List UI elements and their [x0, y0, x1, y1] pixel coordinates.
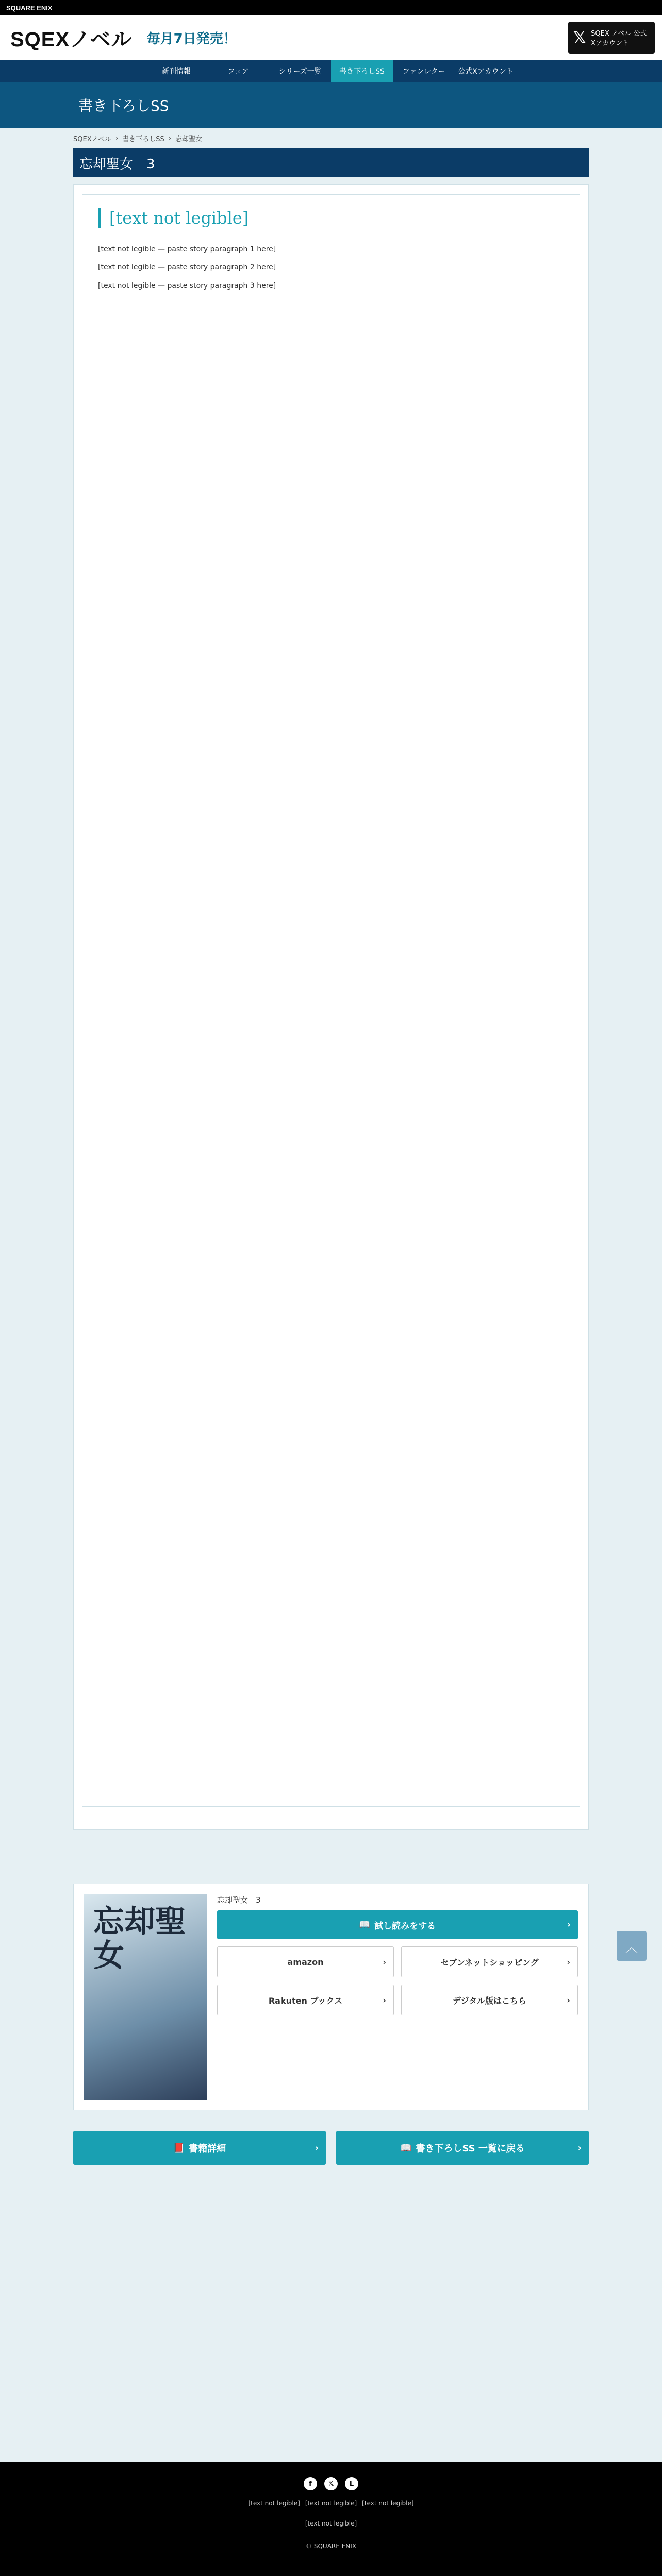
footer-link[interactable]: [text not legible] [305, 2500, 357, 2507]
shop-7net-button[interactable] [401, 1946, 578, 1977]
shop-rakuten-button[interactable] [217, 1985, 394, 2015]
breadcrumb: SQEXノベル › 書き下ろしSS › 忘却聖女 [73, 134, 203, 143]
nav-fair[interactable]: フェア [227, 67, 249, 76]
facebook-icon[interactable]: f [304, 2477, 317, 2490]
shop-amazon-button[interactable] [217, 1946, 394, 1977]
purchase-book-title: 忘却聖女 3 [217, 1895, 261, 1905]
story-text-placeholder-space [98, 297, 564, 1791]
x-badge-label: SQEX ノベル 公式Xアカウント [591, 30, 647, 47]
chevron-right-icon: › [383, 1995, 386, 2005]
shop-links [217, 1946, 578, 2015]
back-to-list-button[interactable] [336, 2131, 589, 2165]
purchase-options [217, 1894, 578, 2099]
chevron-right-icon: › [383, 1957, 386, 1967]
footer-link[interactable]: [text not legible] [248, 2500, 300, 2507]
x-account-badge[interactable] [568, 22, 655, 54]
back-to-list-label: 書き下ろしSS 一覧に戻る [416, 2143, 525, 2155]
story-paragraph: [text not legible — paste story paragraph 2 here] [98, 263, 276, 272]
nav-fanletter[interactable]: ファンレター [402, 67, 445, 76]
chevron-up-icon: ︿ [625, 1940, 638, 1955]
x-icon: 𝕏 [573, 28, 586, 47]
page-title: 書き下ろしSS [78, 97, 169, 114]
bottom-buttons [73, 2131, 589, 2165]
chevron-right-icon: › [577, 2142, 582, 2154]
shop-label: amazon [287, 1957, 324, 1967]
purchase-panel [73, 1884, 589, 2110]
chevron-right-icon: › [315, 2142, 319, 2154]
page-top-button[interactable] [617, 1931, 647, 1961]
footer-note: [text not legible] [305, 2520, 357, 2527]
chevron-right-icon: › [567, 1995, 570, 2005]
chevron-right-icon: › [567, 1920, 571, 1930]
nav-ss[interactable]: 書き下ろしSS [331, 60, 393, 82]
site-logo[interactable]: SQEXノベル [10, 28, 133, 51]
cover-title: 忘却聖女 [93, 1904, 186, 1974]
line-icon[interactable]: L [345, 2477, 358, 2490]
footer-link[interactable]: [text not legible] [362, 2500, 414, 2507]
nav-new-releases[interactable]: 新刊情報 [162, 67, 191, 76]
story-frame [73, 184, 589, 1830]
book-icon: 📕 [173, 2142, 185, 2154]
story-title: 忘却聖女 3 [73, 148, 589, 177]
trial-read-button[interactable] [217, 1910, 578, 1939]
breadcrumb-ss[interactable]: 書き下ろしSS [122, 135, 164, 143]
release-tagline: 毎月7日発売！ [146, 31, 237, 47]
brand-header [0, 15, 662, 60]
footer-copyright: © SQUARE ENIX [306, 2542, 356, 2550]
social-links [0, 2462, 662, 2490]
book-cover[interactable] [84, 1894, 207, 2100]
story-paragraph: [text not legible — paste story paragraph 1 here] [98, 245, 276, 253]
corp-logo[interactable]: SQUARE ENIX [6, 4, 53, 12]
content-wrap [73, 148, 589, 2165]
main-nav [0, 60, 662, 82]
nav-x-account[interactable]: 公式Xアカウント [458, 67, 514, 76]
breadcrumb-home[interactable]: SQEXノベル [73, 135, 112, 143]
book-detail-label: 書籍詳細 [189, 2143, 226, 2155]
shop-label: デジタル版はこちら [452, 1995, 527, 2006]
shop-label: Rakuten ブックス [268, 1995, 343, 2006]
book-detail-button[interactable] [73, 2131, 326, 2165]
chevron-right-icon: › [567, 1957, 570, 1967]
book-icon: 📖 [359, 1920, 371, 1930]
corp-topbar [0, 0, 662, 15]
nav-series[interactable]: シリーズ一覧 [278, 67, 322, 76]
story-author: [text not legible] [98, 208, 564, 228]
shop-label: セブンネットショッピング [440, 1957, 539, 1968]
breadcrumb-current: 忘却聖女 [175, 135, 203, 143]
trial-read-label: 試し読みをする [374, 1921, 436, 1931]
shop-digital-button[interactable] [401, 1985, 578, 2015]
footer-links [0, 2500, 662, 2507]
story-body [82, 194, 580, 1807]
x-icon[interactable]: 𝕏 [324, 2477, 338, 2490]
book-icon: 📖 [400, 2142, 412, 2154]
story-paragraph: [text not legible — paste story paragraph 3 here] [98, 281, 276, 290]
page-hero [0, 82, 662, 128]
footer [0, 2462, 662, 2576]
